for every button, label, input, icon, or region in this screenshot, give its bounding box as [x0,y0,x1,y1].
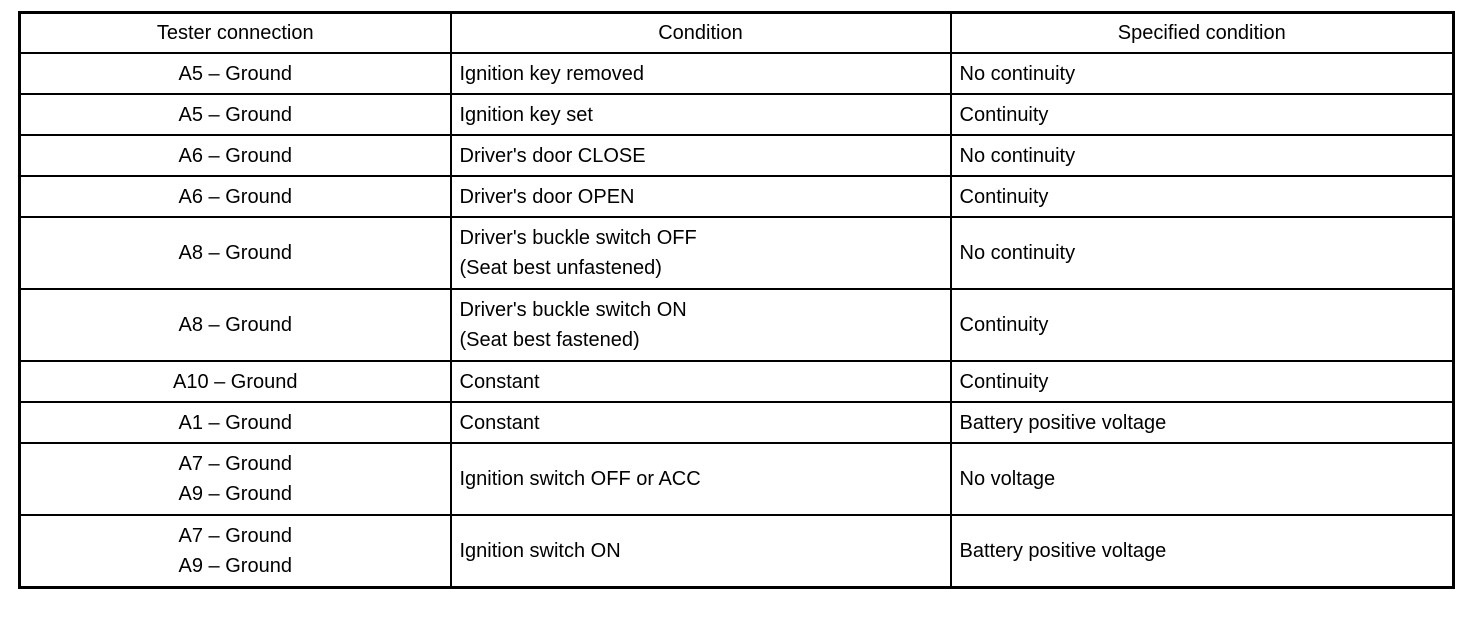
tester-connection-cell [20,289,451,361]
connection-text: A5 – Ground [178,103,292,126]
condition-text: Driver's door OPEN [459,185,635,208]
tester-connection-cell [20,515,451,588]
specified-condition-cell: Continuity [951,176,1454,217]
connection-text: A9 – Ground [178,555,292,577]
condition-text: Driver's buckle switch ON [459,299,687,321]
tester-connection-cell [20,217,451,289]
connection-text: A9 – Ground [178,483,292,505]
condition-text: Constant [459,370,540,393]
condition-text: Ignition switch OFF or ACC [459,468,701,490]
table-row [20,361,1454,402]
condition-note: (Seat best fastened) [459,329,640,351]
condition-cell [451,289,951,361]
specified-condition-cell: Continuity [951,94,1454,135]
connection-text: A1 – Ground [178,411,292,434]
condition-cell [451,94,951,135]
table-row [20,402,1454,443]
header-row [20,13,1454,54]
connection-text: A6 – Ground [178,144,292,167]
condition-cell [451,361,951,402]
specification-table [18,11,1455,589]
header-tester-connection: Tester connection [20,13,451,54]
condition-note: (Seat best unfastened) [459,257,662,279]
condition-cell [451,402,951,443]
condition-text: Ignition key removed [459,62,645,85]
condition-text: Ignition key set [459,103,593,126]
condition-text: Ignition switch ON [459,540,621,562]
tester-connection-cell [20,135,451,176]
connection-text: A7 – Ground [178,525,292,547]
tester-connection-cell [20,94,451,135]
condition-cell [451,176,951,217]
specified-condition-cell: Battery positive voltage [951,515,1454,588]
condition-text: Driver's buckle switch OFF [459,227,697,249]
tester-connection-cell [20,443,451,515]
condition-text: Driver's door CLOSE [459,144,646,167]
header-condition: Condition [451,13,951,54]
condition-cell [451,217,951,289]
connection-text: A8 – Ground [178,242,292,264]
header-specified-condition: Specified condition [951,13,1454,54]
specified-condition-cell: No voltage [951,443,1454,515]
specified-condition-cell: No continuity [951,217,1454,289]
condition-cell [451,443,951,515]
table-row [20,289,1454,361]
table-row [20,176,1454,217]
table-row [20,515,1454,588]
tester-connection-cell [20,53,451,94]
connection-text: A5 – Ground [178,62,292,85]
condition-text: Constant [459,411,540,434]
connection-text: A6 – Ground [178,185,292,208]
condition-cell [451,135,951,176]
specified-condition-cell: Battery positive voltage [951,402,1454,443]
condition-cell [451,515,951,588]
connection-text: A8 – Ground [178,314,292,336]
specified-condition-cell: No continuity [951,53,1454,94]
connection-text: A10 – Ground [172,370,298,393]
specified-condition-cell: No continuity [951,135,1454,176]
tester-connection-cell [20,402,451,443]
tester-connection-cell [20,176,451,217]
specified-condition-cell: Continuity [951,361,1454,402]
table-row [20,443,1454,515]
table-row [20,94,1454,135]
table-row [20,217,1454,289]
specified-condition-cell: Continuity [951,289,1454,361]
tester-connection-cell [20,361,451,402]
connection-text: A7 – Ground [178,453,292,475]
condition-cell [451,53,951,94]
table-row [20,135,1454,176]
table-row [20,53,1454,94]
